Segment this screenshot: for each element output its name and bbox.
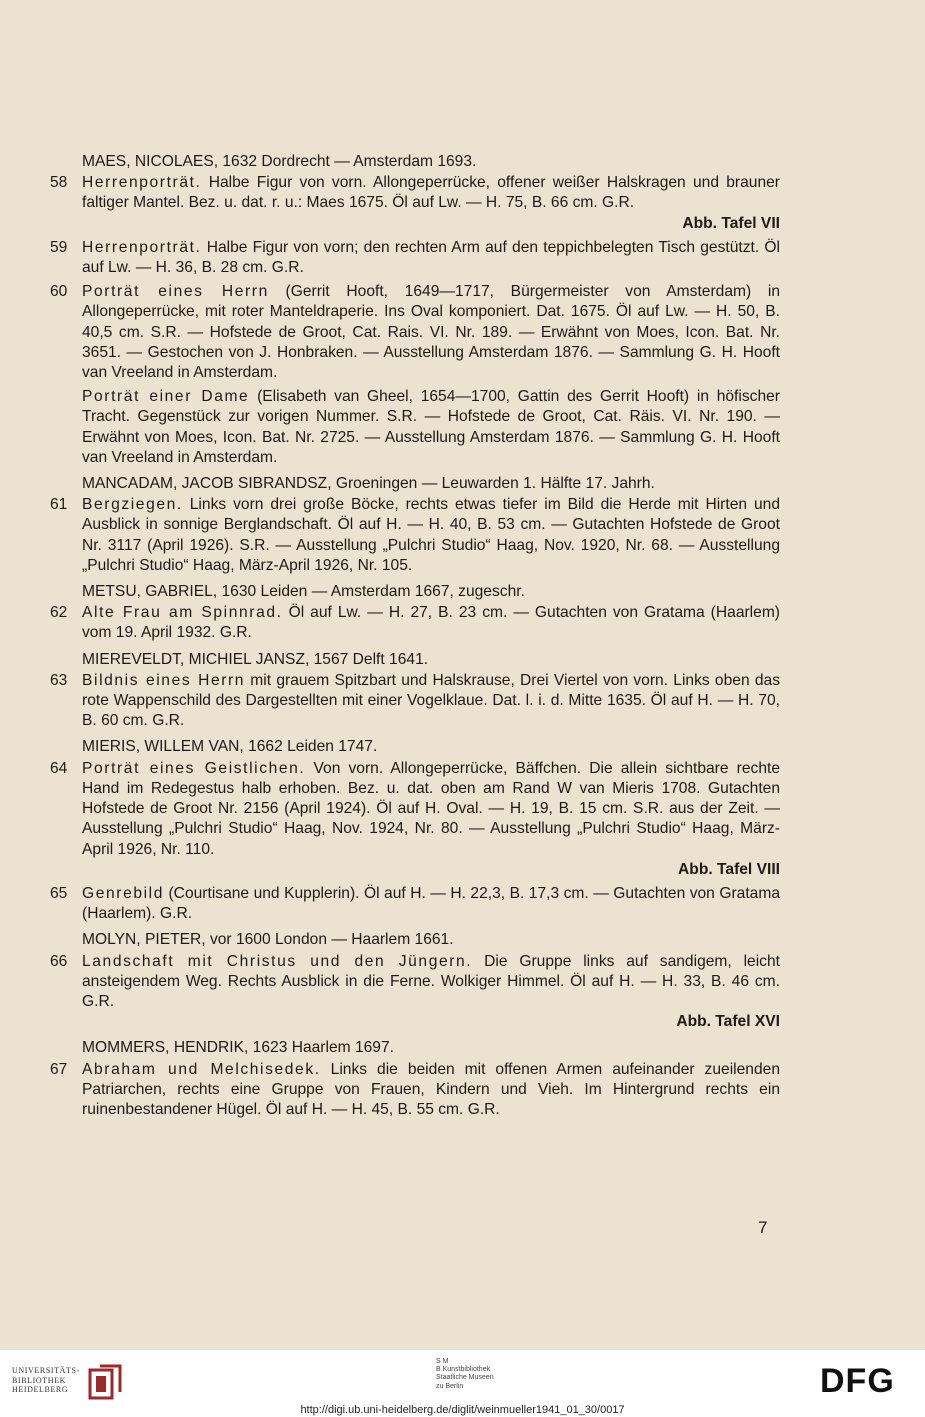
catalog-entry-63 [50, 671, 780, 732]
heidelberg-library-name [12, 1366, 80, 1395]
entry-description: (Gerrit Hooft, 1649—1717, Bürgermeister von Amsterdam) in Allongeperrücke, mit roter Manteldraperie. Ins Oval komponiert. Dat. 1675. Öl auf Lw. — H. 50, B. 40,5 cm. S.R. — Hofstede de Groot, Cat. Rais. VI. Nr. 189. — Erwähnt von Moes, Icon. Bat. Nr. 3651. — Gestochen von J. Honbraken. — Ausstellung Amsterdam 1876. — Sammlung G. H. Hooft van Vreeland in Amsterdam. [82, 283, 780, 382]
catalog-entry-59 [50, 238, 780, 278]
entry-number: 66 [50, 952, 68, 970]
entry-title: Porträt einer Dame [82, 388, 250, 406]
kunstbibliothek-line: Staatliche Museen [436, 1374, 494, 1382]
kunstbibliothek-line: B Kunstbibliothek [436, 1366, 491, 1374]
catalog-entry-67 [50, 1060, 780, 1121]
catalog-entry-66 [50, 952, 780, 1033]
entry-description: (Elisabeth van Gheel, 1654—1700, Gattin des Gerrit Hooft) in höfischer Tracht. Gegenstück zur vorigen Nummer. S.R. — Hofstede de Groot, Cat. Räis. VI. Nr. 190. — Erwähnt von Moes, Icon. Bat. Nr. 2725. — Ausstellung Amsterdam 1876. — Sammlung G. H. Hooft van Vreeland in Amsterdam. [82, 388, 780, 466]
kunstbibliothek-logo[interactable] [430, 1358, 550, 1402]
entry-description: mit grauem Spitzbart und Halskrause, Drei Viertel von vorn. Links oben das rote Wappenschild des Dargestellten mit einer Vogelklaue. Dat. l. i. d. Mitte 1635. Öl auf H. — H. 70, B. 60 cm. G.R. [82, 671, 780, 730]
entry-title: Abraham und Melchisedek. [82, 1060, 321, 1078]
artist-heading-molyn: MOLYN, PIETER, vor 1600 London — Haarlem 1661. [82, 931, 454, 949]
dfg-logo[interactable]: DFG [820, 1362, 895, 1400]
catalog-entry-64 [50, 759, 780, 880]
entry-description: Links die beiden mit offenen Armen aufeinander zueilenden Patriarchen, rechts eine Gruppe von Frauen, Kindern und Vieh. Im Hintergrund rechts ein ruinenbestandener Hügel. Öl auf H. — H. 45, B. 55 cm. G.R. [82, 1060, 780, 1118]
entry-title: Porträt eines Geistlichen. [82, 759, 306, 777]
entry-number: 64 [50, 759, 68, 777]
permalink-url[interactable]: http://digi.ub.uni-heidelberg.de/diglit/weinmueller1941_01_30/0017 [300, 1404, 625, 1416]
catalog-entry-65 [50, 884, 780, 924]
entry-description: Die Gruppe links auf sandigem, leicht ansteigendem Weg. Rechts Ausblick in die Ferne. Wolkiger Himmel. Öl auf H. — H. 33, B. 46 cm. G.R. [82, 952, 780, 1010]
entry-number: 59 [50, 238, 68, 256]
plate-reference: Abb. Tafel VII [682, 214, 780, 232]
plate-reference: Abb. Tafel XVI [676, 1013, 780, 1031]
entry-number: 63 [50, 671, 68, 689]
entry-title: Alte Frau am Spinnrad. [82, 604, 283, 622]
artist-heading-miereveldt: MIEREVELDT, MICHIEL JANSZ, 1567 Delft 1641. [82, 650, 429, 668]
artist-heading-mommers: MOMMERS, HENDRIK, 1623 Haarlem 1697. [82, 1039, 394, 1057]
artist-heading-metsu: METSU, GABRIEL, 1630 Leiden — Amsterdam 1667, zugeschr. [82, 583, 525, 601]
catalog-entry-58 [50, 173, 780, 234]
heidelberg-library-mark-icon [86, 1362, 124, 1400]
heidelberg-library-logo[interactable] [12, 1360, 122, 1402]
entry-description: Halbe Figur von vorn; den rechten Arm auf den teppichbelegten Tisch gestützt. Öl auf Lw. — H. 36, B. 28 cm. G.R. [82, 238, 780, 277]
footer-bar [0, 1350, 925, 1417]
entry-number: 60 [50, 283, 68, 301]
library-name-line: BIBLIOTHEK [12, 1375, 66, 1385]
entry-description: (Courtisane und Kupplerin). Öl auf H. — H. 22,3, B. 17,3 cm. — Gutachten von Gratama (Haarlem). G.R. [82, 884, 780, 923]
artist-heading-maes: MAES, NICOLAES, 1632 Dordrecht — Amsterdam 1693. [82, 153, 477, 170]
catalog-entry-62 [50, 603, 780, 643]
library-name-line: HEIDELBERG [12, 1385, 69, 1394]
entry-title: Porträt eines Herrn [82, 283, 269, 301]
page-number: 7 [758, 1218, 768, 1237]
entry-number: 62 [50, 604, 68, 622]
entry-title: Landschaft mit Christus und den Jüngern. [82, 952, 473, 970]
kunstbibliothek-name [436, 1358, 494, 1391]
entry-title: Herrenporträt. [82, 238, 202, 256]
kunstbibliothek-line: S M [436, 1358, 449, 1365]
entry-title: Genrebild [82, 884, 165, 902]
library-name-line: UNIVERSITÄTS- [12, 1366, 80, 1375]
entry-description: Halbe Figur von vorn. Allongeperrücke, offener weißer Halskragen und brauner faltiger Mantel. Bez. u. dat. r. u.: Maes 1675. Öl auf Lw. — H. 75, B. 66 cm. G.R. [82, 174, 780, 212]
artist-heading-mieris: MIERIS, WILLEM VAN, 1662 Leiden 1747. [82, 738, 378, 756]
entry-number: 58 [50, 174, 68, 192]
artist-heading-mancadam: MANCADAM, JACOB SIBRANDSZ, Groeningen — Leuwarden 1. Hälfte 17. Jahrh. [82, 475, 655, 493]
entry-title: Bergziegen. [82, 496, 183, 514]
entry-number: 65 [50, 884, 68, 902]
kunstbibliothek-line: zu Berlin [436, 1382, 464, 1390]
entry-number: 61 [50, 496, 68, 514]
entry-description: Links vorn drei große Böcke, rechts etwas tiefer im Bild die Herde mit Hirten und Ausblick in sonnige Berglandschaft. Öl auf H. — H. 40, B. 53 cm. — Gutachten Hofstede de Groot Nr. 3117 (April 1926). S.R. — Ausstellung „Pulchri Studio“ Haag, Nov. 1920, Nr. 68. — Ausstellung „Pulchri Studio“ Haag, März-April 1926, Nr. 105. [82, 496, 780, 574]
catalog-text [50, 152, 780, 1120]
plate-reference: Abb. Tafel VIII [678, 860, 780, 878]
catalog-entry-60 [50, 282, 780, 383]
catalog-entry-61 [50, 495, 780, 576]
entry-number: 67 [50, 1060, 68, 1078]
entry-description: Öl auf Lw. — H. 27, B. 23 cm. — Gutachten von Gratama (Haarlem) vom 19. April 1932. G.R. [82, 604, 780, 642]
entry-description: Von vorn. Allongeperrücke, Bäffchen. Die allein sichtbare rechte Hand im Redegestus halb erhoben. Bez. u. dat. oben am Rand W van Mieris 1708. Gutachten Hofstede de Groot Nr. 2156 (April 1924). Öl auf H. Oval. — H. 19, B. 15 cm. S.R. aus der Zeit. — Ausstellung „Pulchri Studio“ Haag, Nov. 1924, Nr. 80. — Ausstellung „Pulchri Studio“ Haag, März-April 1926, Nr. 110. [82, 759, 780, 858]
entry-title: Herrenporträt. [82, 174, 202, 192]
entry-title: Bildnis eines Herrn [82, 671, 246, 689]
catalog-entry-60-companion [50, 387, 780, 468]
